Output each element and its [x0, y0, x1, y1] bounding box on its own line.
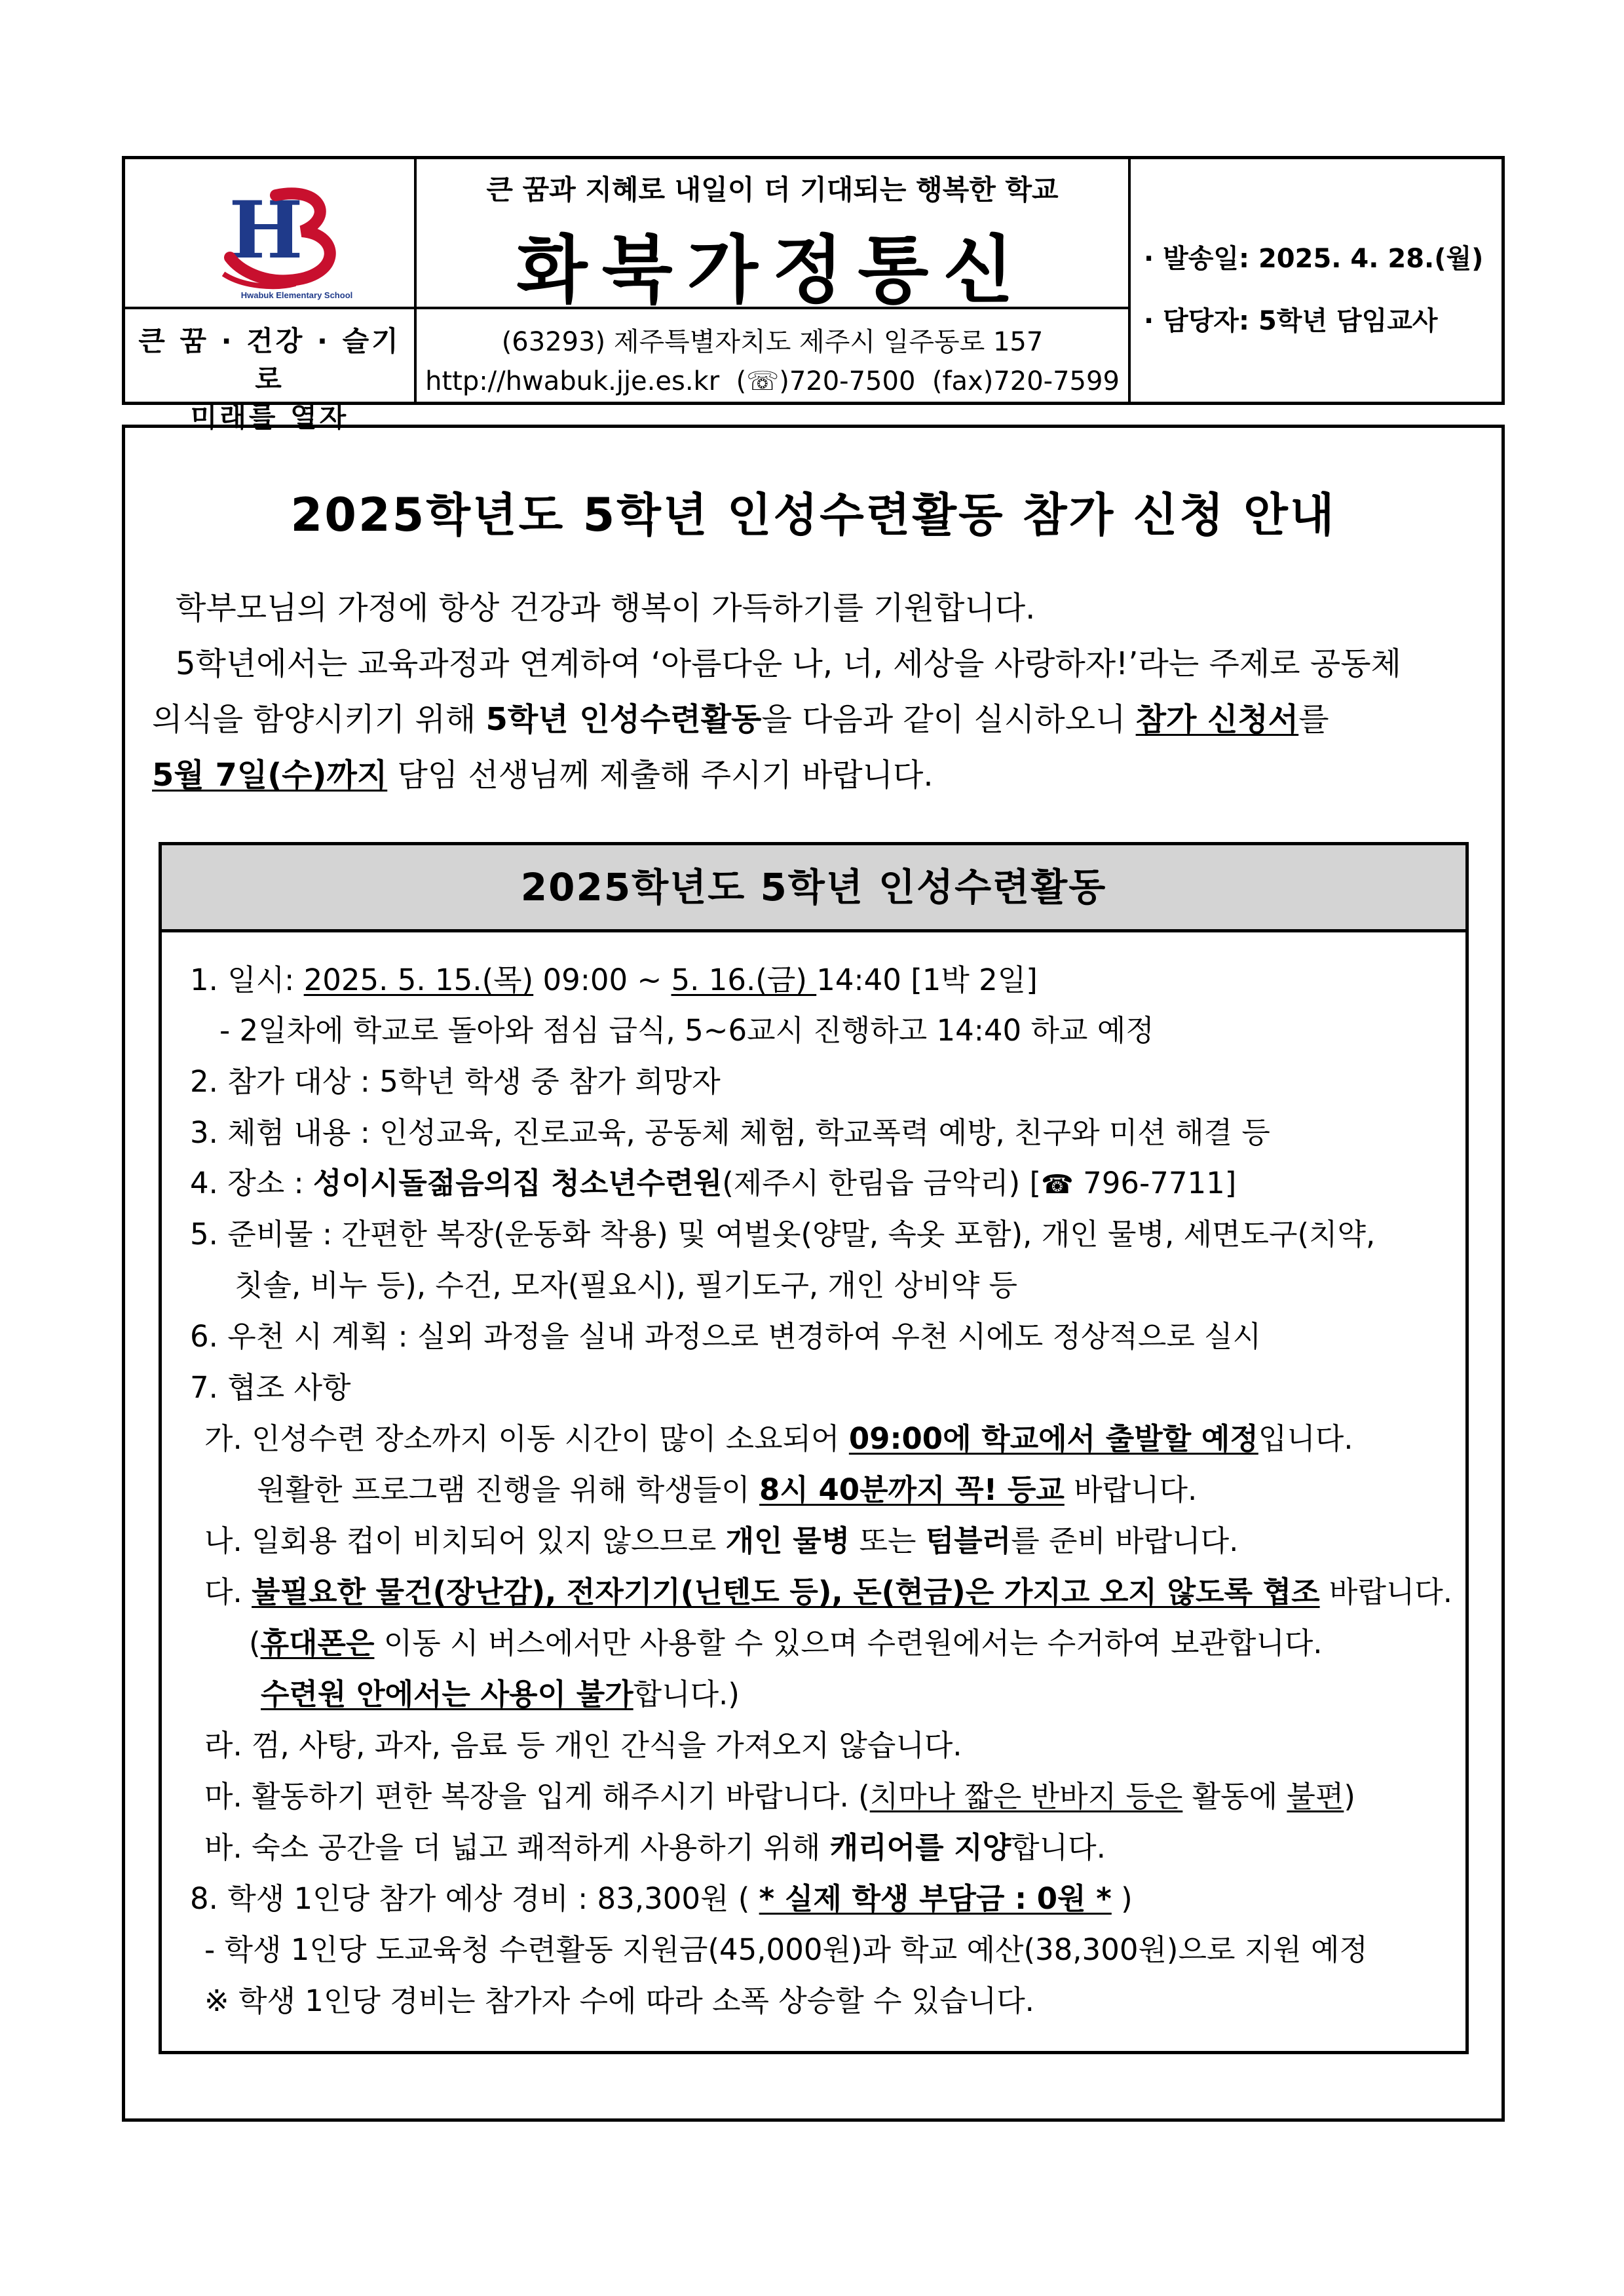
coop-ba-text: 바. 숙소 공간을 더 넓고 쾌적하게 사용하기 위해 [204, 1830, 830, 1865]
motto-line-1: 큰 꿈 · 건강 · 슬기로 [138, 325, 401, 395]
coop-da-3 [261, 1676, 740, 1713]
item-3-content: 3. 체험 내용 : 인성교육, 진로교육, 공동체 체험, 학교폭력 예방, 친구와 미션 해결 등 [190, 1115, 1270, 1150]
school-logo [125, 159, 414, 307]
tumbler: 텀블러 [925, 1523, 1011, 1558]
coop-ma-text: 마. 활동하기 편한 복장을 입게 해주시기 바랍니다. ( [204, 1779, 870, 1814]
school-logo-image [125, 159, 411, 307]
venue-address: (제주시 한림읍 금악리) [ [722, 1166, 1042, 1200]
school-slogan: 큰 꿈과 지혜로 내일이 더 기대되는 행복한 학교 [486, 174, 1059, 206]
intro-paragraph-4 [152, 756, 934, 795]
item-7-cooperation: 7. 협조 사항 [190, 1370, 351, 1405]
item-4-label: 4. 장소 : [190, 1166, 313, 1200]
coop-ba [204, 1829, 1106, 1866]
student-cost: * 실제 학생 부담금 : 0원 * [759, 1881, 1112, 1916]
motto-line-2: 미래를 열자 [190, 401, 349, 433]
coop-na-end: 를 준비 바랍니다. [1011, 1523, 1239, 1558]
coop-ra: 라. 껌, 사탕, 과자, 음료 등 개인 간식을 가져오지 않습니다. [204, 1728, 962, 1763]
coop-ga [204, 1421, 1353, 1457]
phone-prohibited: 수련원 안에서는 사용이 불가 [261, 1677, 633, 1712]
intro3-text-3: 를 [1298, 701, 1329, 738]
start-date: 2025. 5. 15.(목) [303, 963, 534, 997]
coop-ga-2 [257, 1472, 1197, 1508]
document-title: 2025학년도 5학년 인성수련활동 참가 신청 안내 [290, 488, 1336, 542]
intro-paragraph-1: 학부모님의 가정에 항상 건강과 행복이 가득하기를 기원합니다. [176, 590, 1036, 626]
paren-open: ( [249, 1626, 261, 1660]
paren-close: ) [1344, 1779, 1355, 1814]
phone-policy: 휴대폰은 [260, 1626, 375, 1660]
cost-text: 8. 학생 1인당 참가 예상 경비 : 83,300원 ( [190, 1881, 759, 1916]
school-url[interactable]: http://hwabuk.jje.es.kr [425, 366, 720, 396]
issue-date: · 발송일: 2025. 4. 28.(월) [1144, 244, 1484, 274]
school-phone: 720-7500 [789, 366, 916, 396]
water-bottle: 개인 물병 [725, 1523, 850, 1558]
coop-ga-end: 입니다. [1258, 1421, 1353, 1456]
svg-text:H: H [229, 184, 303, 277]
school-fax: (fax)720-7599 [932, 366, 1120, 396]
start-time: 09:00 ~ [533, 963, 671, 997]
school-web-phone [417, 362, 1128, 401]
departure-time: 09:00에 학교에서 출발할 예정 [848, 1421, 1258, 1456]
intro3-text-2: 을 다음과 같이 실시하오니 [761, 701, 1136, 738]
item-2-target: 2. 참가 대상 : 5학년 학생 중 참가 희망자 [190, 1064, 721, 1099]
logo-column [125, 159, 417, 433]
coop-da-label: 다. [204, 1575, 252, 1609]
newsletter-header [122, 156, 1505, 433]
newsletter-title: 화북가정통신 [516, 228, 1029, 313]
title-column [417, 159, 1131, 402]
item-8-cost [190, 1881, 1133, 1917]
coop-na-or: 또는 [850, 1523, 926, 1558]
coop-da3-end: 합니다.) [633, 1677, 740, 1712]
item-1-schedule [190, 962, 1038, 999]
coop-da2-text: 이동 시 버스에서만 사용할 수 있으며 수련원에서는 수거하여 보관합니다. [374, 1626, 1323, 1660]
coop-na [204, 1523, 1238, 1559]
coop-ga-text: 가. 인성수련 장소까지 이동 시간이 많이 소요되어 [204, 1421, 849, 1456]
item-4-location [190, 1165, 1236, 1203]
clothing-warning: 치마나 짧은 반바지 등은 [869, 1779, 1183, 1814]
coop-ga2-text: 원활한 프로그램 진행을 위해 학생들이 [257, 1472, 760, 1507]
intro-paragraph-2: 5학년에서는 교육과정과 연계하여 ‘아름다운 나, 너, 세상을 사랑하자!’라는 주제로 공동체 [176, 645, 1402, 682]
coop-ga2-end: 바랍니다. [1064, 1472, 1198, 1507]
item-8-funding: - 학생 1인당 도교육청 수련활동 지원금(45,000원)과 학교 예산(38,300원)으로 지원 예정 [204, 1932, 1368, 1967]
venue-phone: 796-7711] [1073, 1166, 1237, 1200]
coop-ma-text-2: 활동에 [1182, 1779, 1287, 1814]
coop-na-text: 나. 일회용 컵이 비치되어 있지 않으므로 [204, 1523, 726, 1558]
item-8-note: ※ 학생 1인당 경비는 참가자 수에 따라 소폭 상승할 수 있습니다. [204, 1983, 1034, 2018]
item-1-label: 1. 일시: [190, 963, 304, 997]
intro4-text: 담임 선생님께 제출해 주시기 바랍니다. [387, 757, 934, 794]
coop-da-2 [249, 1625, 1323, 1662]
item-5-supplies: 5. 준비물 : 간편한 복장(운동화 착용) 및 여벌옷(양말, 속옷 포함), 개인 물병, 세면도구(치약, [190, 1217, 1376, 1252]
telephone-icon: ☎ [1041, 1170, 1074, 1200]
intro3-text: 의식을 함양시키기 위해 [152, 701, 486, 738]
coop-ma [204, 1778, 1355, 1815]
prohibited-items: 불필요한 물건(장난감), 전자기기(닌텐도 등), 돈(현금)은 가지고 오지 않도록 협조 [252, 1575, 1320, 1609]
school-address: (63293) 제주특별자치도 제주시 일주동로 157 [501, 327, 1044, 357]
activity-heading: 2025학년도 5학년 인성수련활동 [162, 845, 1465, 932]
item-6-rain-plan: 6. 우천 시 계획 : 실외 과정을 실내 과정으로 변경하여 우천 시에도 정상적으로 실시 [190, 1319, 1262, 1354]
item-1-sub: - 2일차에 학교로 돌아와 점심 급식, 5~6교시 진행하고 14:40 하교 예정 [219, 1013, 1154, 1048]
cost-end: ) [1111, 1881, 1133, 1916]
coop-da-end: 바랍니다. [1319, 1575, 1453, 1609]
school-contact-info [417, 307, 1128, 402]
svg-text:Hwabuk Elementary School: Hwabuk Elementary School [240, 290, 353, 300]
meta-column [1131, 159, 1501, 402]
submission-deadline: 5월 7일(수)까지 [152, 757, 388, 794]
item-5-supplies-cont: 칫솔, 비누 등), 수건, 모자(필요시), 필기도구, 개인 상비약 등 [235, 1268, 1017, 1303]
end-date: 5. 16.(금) [671, 963, 817, 997]
coop-da [204, 1574, 1452, 1611]
school-motto [125, 307, 414, 433]
inconvenient: 불편 [1287, 1779, 1344, 1814]
no-suitcase: 캐리어를 지양 [829, 1830, 1011, 1865]
venue-name: 성이시돌젊음의집 청소년수련원 [312, 1166, 723, 1200]
end-time: 14:40 [1박 2일] [816, 963, 1038, 997]
coop-ba-end: 합니다. [1011, 1830, 1106, 1865]
intro3-activity: 5학년 인성수련활동 [485, 701, 762, 738]
arrival-time: 8시 40분까지 꼭! 등교 [759, 1472, 1065, 1507]
intro3-form: 참가 신청서 [1135, 701, 1299, 738]
phone-icon: (☏) [736, 366, 789, 396]
contact-person: · 담당자: 5학년 담임교사 [1144, 306, 1438, 336]
intro-paragraph-3 [152, 700, 1329, 739]
